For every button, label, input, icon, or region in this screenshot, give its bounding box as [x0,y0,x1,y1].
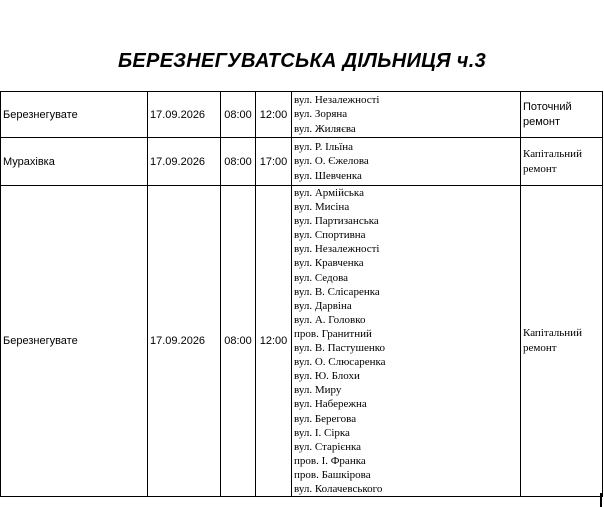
streets-cell [292,186,521,497]
street-item: вул. Спортивна [294,229,366,242]
date-cell: 17.09.2026 [148,138,221,186]
page-title: БЕРЕЗНЕГУВАТСЬКА ДІЛЬНИЦЯ ч.3 [117,50,487,72]
table-row [1,92,603,138]
streets-cell [292,138,521,186]
street-item: вул. Набережна [294,398,367,411]
street-item: вул. І. Сірка [294,426,350,439]
start-time-cell: 08:00 [221,186,256,497]
location-cell: Березнегувате [1,92,148,138]
date-cell: 17.09.2026 [148,92,221,138]
streets-cell [292,92,521,138]
location-cell: Мурахівка [1,138,148,186]
street-item: вул. Мисіна [294,201,350,214]
table-row [1,138,603,186]
street-item: вул. Кравченка [294,257,364,270]
street-item: вул. О. Слюсаренка [294,356,386,369]
table-row [1,186,603,497]
street-item: вул. Шевченка [294,169,362,182]
street-item: вул. Колачевського [294,482,383,495]
street-item: вул. В. Пастушенко [294,342,386,355]
street-item: вул. Седова [294,271,349,284]
end-time-cell: 12:00 [256,186,292,497]
street-item: вул. Партизанська [294,215,379,228]
street-item: вул. Незалежності [294,94,380,107]
street-item: вул. Старієнка [294,440,362,453]
street-item: вул. Берегова [294,412,357,425]
street-item: вул. Незалежності [294,243,380,256]
street-item: пров. Гранитний [294,327,372,340]
work-type-cell: Капітальний ремонт [521,186,603,497]
street-item: вул. Армійська [294,187,364,199]
street-item: вул. В. Слісаренка [294,285,380,298]
start-time-cell: 08:00 [221,92,256,138]
street-item: пров. Башкірова [294,468,371,481]
street-item: вул. Миру [294,384,342,397]
street-item: вул. О. Єжелова [294,155,369,168]
street-item: вул. Ю. Блохи [294,370,360,383]
start-time-cell: 08:00 [221,138,256,186]
work-type-cell: Капітальний ремонт [521,138,603,186]
work-type-cell: Поточний ремонт [521,92,603,138]
street-item: вул. Зоряна [294,108,348,121]
end-time-cell: 12:00 [256,92,292,138]
street-item: пров. І. Франка [294,454,366,467]
date-cell: 17.09.2026 [148,186,221,497]
location-cell: Березнегувате [1,186,148,497]
outage-schedule-table [0,91,603,497]
street-item: вул. Дарвіна [294,299,352,312]
page-edge-mark [600,493,602,507]
street-item: вул. А. Головко [294,313,366,326]
street-item: вул. Жиляєва [294,122,356,135]
end-time-cell: 17:00 [256,138,292,186]
street-item: вул. Р. Ільїна [294,141,354,154]
